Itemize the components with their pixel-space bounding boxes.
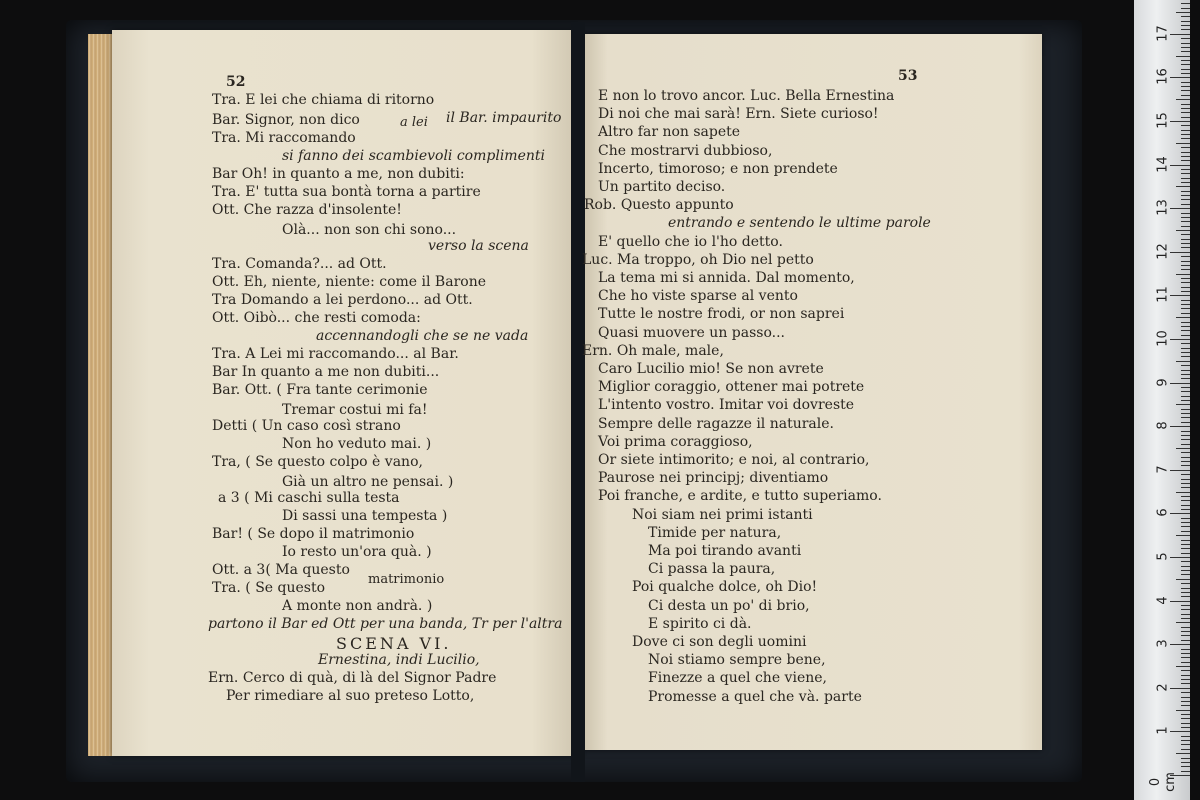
ruler-tick: [1181, 766, 1190, 767]
right-text-line: Finezze a quel che viene,: [648, 670, 827, 687]
ruler-tick: [1181, 762, 1190, 763]
right-text-line: Ci passa la paura,: [648, 561, 776, 578]
left-text-line: Bar. Signor, non dico: [212, 112, 360, 128]
ruler-label: 0 cm: [1148, 772, 1178, 792]
right-text-line: Voi prima coraggioso,: [598, 433, 753, 450]
ruler-tick: [1181, 496, 1190, 497]
ruler-tick: [1176, 230, 1190, 231]
ruler-tick: [1181, 553, 1190, 554]
ruler-tick: [1181, 391, 1190, 392]
ruler-tick: [1181, 365, 1190, 366]
aside-impaurito: il Bar. impaurito: [446, 110, 562, 126]
ruler-tick: [1181, 522, 1190, 523]
ruler-tick: [1181, 544, 1190, 545]
ruler-tick: [1181, 653, 1190, 654]
ruler-tick: [1181, 147, 1190, 148]
left-text-line: si fanno dei scambievoli complimenti: [282, 148, 545, 164]
ruler-tick: [1181, 649, 1190, 650]
ruler-tick: [1181, 291, 1190, 292]
ruler-label: 5: [1155, 552, 1171, 561]
ruler-tick: [1181, 374, 1190, 375]
ruler-tick: [1181, 526, 1190, 527]
ruler-tick: [1181, 583, 1190, 584]
ruler-tick: [1170, 208, 1190, 209]
right-text-line: Altro far non sapete: [598, 124, 741, 141]
ruler-tick: [1181, 561, 1190, 562]
ruler-tick: [1181, 308, 1190, 309]
ruler-tick: [1181, 82, 1190, 83]
ruler-tick: [1181, 90, 1190, 91]
ruler-tick: [1170, 77, 1190, 78]
ruler-tick: [1181, 169, 1190, 170]
right-text-line: Che ho viste sparse al vento: [598, 288, 798, 305]
ruler-tick: [1176, 579, 1190, 580]
ruler-tick: [1176, 12, 1190, 13]
ruler-tick: [1181, 683, 1190, 684]
ruler-tick: [1176, 753, 1190, 754]
ruler-tick: [1181, 417, 1190, 418]
ruler-tick: [1176, 666, 1190, 667]
ruler-tick: [1181, 370, 1190, 371]
ruler-tick: [1181, 487, 1190, 488]
right-text-line: Incerto, timoroso; e non prendete: [598, 160, 838, 177]
ruler-tick: [1181, 400, 1190, 401]
ruler-label: 13: [1155, 199, 1171, 216]
ruler-tick: [1181, 247, 1190, 248]
ruler-tick: [1181, 160, 1190, 161]
ruler-tick: [1181, 574, 1190, 575]
ruler-tick: [1181, 221, 1190, 222]
right-text-line: Ci desta un po' di brio,: [648, 597, 810, 614]
ruler-tick: [1181, 740, 1190, 741]
ruler-tick: [1170, 731, 1190, 732]
right-text-line: Poi franche, e ardite, e tutto superiamo.: [598, 488, 882, 505]
ruler-tick: [1181, 736, 1190, 737]
right-text-line: Tutte le nostre frodi, or non saprei: [598, 306, 845, 323]
ruler-label: 2: [1155, 683, 1171, 692]
ruler-label: 1: [1155, 726, 1171, 736]
left-text-line: Tra. ( Se questo: [212, 580, 326, 596]
ruler-tick: [1181, 540, 1190, 541]
right-text-line: Noi stiamo sempre bene,: [648, 652, 826, 669]
ruler-tick: [1170, 252, 1190, 253]
ruler-tick: [1181, 387, 1190, 388]
left-text-line: Olà... non son chi sono...: [282, 222, 457, 238]
ruler-tick: [1181, 108, 1190, 109]
ruler-tick: [1181, 670, 1190, 671]
left-text-line: Ott. Che razza d'insolente!: [212, 202, 402, 218]
ruler-tick: [1181, 483, 1190, 484]
ruler-tick: [1181, 313, 1190, 314]
ruler-tick: [1181, 435, 1190, 436]
ruler-tick: [1181, 21, 1190, 22]
ruler-label: 14: [1155, 155, 1171, 173]
ruler-tick: [1181, 234, 1190, 235]
ruler-tick: [1181, 3, 1190, 4]
left-text-line: Ernestina, indi Lucilio,: [318, 652, 480, 668]
ruler-tick: [1181, 43, 1190, 44]
ruler-tick: [1181, 679, 1190, 680]
ruler-tick: [1181, 95, 1190, 96]
right-text-line: Ma poi tirando avanti: [648, 543, 802, 559]
ruler-tick: [1181, 609, 1190, 610]
ruler-tick: [1181, 697, 1190, 698]
right-text-line: Poi qualche dolce, oh Dio!: [632, 579, 818, 596]
ruler-tick: [1181, 29, 1190, 30]
right-text-line: Rob. Questo appunto: [584, 197, 734, 214]
ruler-tick: [1181, 444, 1190, 445]
ruler-tick: [1181, 718, 1190, 719]
ruler-tick: [1176, 492, 1190, 493]
ruler-tick: [1181, 570, 1190, 571]
left-text-line: partono il Bar ed Ott per una banda, Tr per l'altra: [208, 616, 563, 632]
ruler-tick: [1181, 282, 1190, 283]
ruler-tick: [1181, 213, 1190, 214]
ruler-tick: [1181, 692, 1190, 693]
ruler-tick: [1181, 474, 1190, 475]
ruler-tick: [1170, 644, 1190, 645]
left-text-line: A monte non andrà. ): [282, 598, 433, 614]
ruler-tick: [1176, 448, 1190, 449]
ruler-label: 15: [1155, 112, 1171, 129]
ruler-tick: [1181, 505, 1190, 506]
ruler-tick: [1170, 295, 1190, 296]
ruler-tick: [1181, 378, 1190, 379]
ruler-tick: [1176, 710, 1190, 711]
ruler-tick: [1181, 73, 1190, 74]
ruler-tick: [1181, 758, 1190, 759]
right-text-line: Promesse a quel che và. parte: [648, 688, 862, 705]
ruler-tick: [1181, 86, 1190, 87]
ruler-tick: [1181, 304, 1190, 305]
right-text-line: Luc. Ma troppo, oh Dio nel petto: [582, 251, 814, 268]
ruler-tick: [1181, 25, 1190, 26]
left-text-line: Già un altro ne pensai. ): [282, 474, 454, 490]
ruler-tick: [1181, 300, 1190, 301]
ruler-label: 6: [1155, 508, 1171, 518]
right-text-line: Quasi muovere un passo...: [598, 324, 785, 341]
ruler-tick: [1181, 243, 1190, 244]
right-text-line: L'intento vostro. Imitar voi dovreste: [598, 397, 855, 414]
ruler-tick: [1181, 112, 1190, 113]
ruler-tick: [1181, 422, 1190, 423]
ruler-tick: [1181, 8, 1190, 9]
ruler-tick: [1176, 361, 1190, 362]
right-text-line: Noi siam nei primi istanti: [632, 506, 813, 523]
ruler-tick: [1181, 261, 1190, 262]
ruler-tick: [1181, 714, 1190, 715]
ruler-tick: [1181, 500, 1190, 501]
ruler-tick: [1181, 627, 1190, 628]
ruler-tick: [1181, 771, 1190, 772]
ruler-tick: [1181, 117, 1190, 118]
ruler-label: 4: [1155, 595, 1171, 605]
left-text-line: Non ho veduto mai. ): [282, 436, 432, 452]
ruler-tick: [1181, 439, 1190, 440]
ruler-tick: [1170, 165, 1190, 166]
right-text-line: Che mostrarvi dubbioso,: [598, 142, 773, 159]
ruler-tick: [1181, 431, 1190, 432]
book-gutter: [571, 22, 585, 782]
ruler-label: 8: [1155, 421, 1171, 430]
left-text-line: Tra, ( Se questo colpo è vano,: [212, 454, 423, 470]
left-text-line: Di sassi una tempesta ): [282, 508, 448, 524]
ruler-tick: [1181, 330, 1190, 331]
left-text-line: Tra. Comanda?... ad Ott.: [212, 256, 387, 272]
ruler-tick: [1181, 326, 1190, 327]
ruler-tick: [1181, 548, 1190, 549]
left-text-line: Tra. E lei che chiama di ritorno: [212, 92, 435, 108]
left-text-line: Tra. A Lei mi raccomando... al Bar.: [212, 346, 459, 362]
ruler-label: 12: [1155, 243, 1171, 260]
ruler-tick: [1181, 413, 1190, 414]
left-text-line: Tra. E' tutta sua bontà torna a partire: [212, 184, 481, 200]
ruler-tick: [1181, 662, 1190, 663]
left-text-line: Ott. Eh, niente, niente: come il Barone: [212, 274, 486, 290]
ruler-tick: [1181, 396, 1190, 397]
ruler-tick: [1170, 513, 1190, 514]
ruler-tick: [1181, 465, 1190, 466]
right-text-line: Miglior coraggio, ottener mai potrete: [598, 379, 865, 396]
right-text-line: Timide per natura,: [648, 524, 782, 541]
ruler-tick: [1181, 479, 1190, 480]
ruler-tick: [1181, 635, 1190, 636]
left-text-line: a 3 ( Mi caschi sulla testa: [218, 490, 400, 506]
ruler-tick: [1181, 217, 1190, 218]
ruler-tick: [1181, 343, 1190, 344]
ruler-tick: [1181, 744, 1190, 745]
ruler-tick: [1181, 38, 1190, 39]
ruler-tick: [1181, 278, 1190, 279]
ruler-tick: [1176, 56, 1190, 57]
ruler-tick: [1181, 191, 1190, 192]
ruler-tick: [1181, 588, 1190, 589]
ruler-tick: [1181, 614, 1190, 615]
ruler-tick: [1181, 51, 1190, 52]
left-text-line: Bar Oh! in quanto a me, non dubiti:: [212, 166, 465, 182]
ruler-tick: [1176, 535, 1190, 536]
ruler-tick: [1181, 16, 1190, 17]
right-text-line: Or siete intimorito; e noi, al contrario,: [598, 452, 870, 468]
left-text-line: Per rimediare al suo preteso Lotto,: [226, 688, 475, 704]
ruler-tick: [1181, 199, 1190, 200]
page-number-right: 53: [898, 68, 918, 84]
ruler-tick: [1181, 518, 1190, 519]
ruler-tick: [1170, 383, 1190, 384]
left-text-line: Tra Domando a lei perdono... ad Ott.: [212, 292, 473, 308]
page-number-left: 52: [226, 74, 246, 90]
ruler-tick: [1181, 178, 1190, 179]
ruler-tick: [1181, 452, 1190, 453]
ruler-tick: [1181, 348, 1190, 349]
ruler-tick: [1181, 592, 1190, 593]
right-text-line: E spirito ci dà.: [648, 615, 752, 632]
right-text-line: Sempre delle ragazze il naturale.: [598, 415, 834, 432]
ruler-tick: [1181, 47, 1190, 48]
ruler-tick: [1181, 749, 1190, 750]
left-text-line: Tremar costui mi fa!: [282, 402, 428, 418]
ruler-tick: [1181, 727, 1190, 728]
right-text-line: Ern. Oh male, male,: [582, 342, 724, 359]
left-text-line: Bar! ( Se dopo il matrimonio: [212, 526, 415, 542]
left-text-line: Bar. Ott. ( Fra tante cerimonie: [212, 382, 428, 398]
ruler-tick: [1181, 409, 1190, 410]
ruler-tick: [1181, 335, 1190, 336]
left-text-line: verso la scena: [428, 238, 529, 254]
ruler-tick: [1176, 99, 1190, 100]
left-text-line: Ott. a 3( Ma questo: [212, 562, 350, 578]
ruler-label: 17: [1155, 25, 1171, 42]
ruler-tick: [1181, 618, 1190, 619]
ruler-tick: [1170, 426, 1190, 427]
ruler-tick: [1181, 531, 1190, 532]
ruler-tick: [1181, 596, 1190, 597]
ruler-tick: [1181, 356, 1190, 357]
ruler-tick: [1181, 152, 1190, 153]
ruler-tick: [1170, 470, 1190, 471]
ruler-tick: [1181, 461, 1190, 462]
ruler-tick: [1181, 657, 1190, 658]
ruler-tick: [1181, 104, 1190, 105]
right-text-line: Paurose nei principj; diventiamo: [598, 470, 829, 487]
ruler-tick: [1176, 317, 1190, 318]
right-text-line: E non lo trovo ancor. Luc. Bella Ernestina: [598, 88, 895, 104]
ruler-label: 9: [1155, 377, 1171, 387]
left-text-line: Ern. Cerco di quà, di là del Signor Padre: [208, 670, 497, 686]
ruler-tick: [1170, 121, 1190, 122]
ruler-tick: [1181, 322, 1190, 323]
ruler-tick: [1181, 701, 1190, 702]
right-text-line: Caro Lucilio mio! Se non avrete: [598, 361, 824, 377]
left-text-line: Tra. Mi raccomando: [212, 130, 356, 146]
ruler-tick: [1181, 156, 1190, 157]
ruler-label: 10: [1155, 330, 1171, 347]
ruler-tick: [1181, 631, 1190, 632]
ruler-tick: [1181, 173, 1190, 174]
ruler-tick: [1181, 723, 1190, 724]
right-text-line: E' quello che io l'ho detto.: [598, 233, 783, 250]
right-text-line: entrando e sentendo le ultime parole: [668, 215, 931, 232]
ruler-tick: [1181, 269, 1190, 270]
ruler-tick: [1170, 339, 1190, 340]
right-text-line: La tema mi si annida. Dal momento,: [598, 270, 855, 286]
right-text-line: Dove ci son degli uomini: [632, 634, 807, 650]
ruler-tick: [1176, 622, 1190, 623]
ruler-label: 7: [1155, 465, 1171, 474]
ruler-tick: [1181, 675, 1190, 676]
ruler-tick: [1181, 239, 1190, 240]
ruler-tick: [1170, 557, 1190, 558]
ruler-tick: [1181, 265, 1190, 266]
aside-a-lei: a lei: [400, 115, 428, 130]
ruler-tick: [1176, 143, 1190, 144]
ruler-tick: [1181, 705, 1190, 706]
ruler-label: 16: [1155, 68, 1171, 86]
ruler-tick: [1181, 226, 1190, 227]
left-text-line: Ott. Oibò... che resti comoda:: [212, 310, 421, 326]
aside-matrimonio: matrimonio: [368, 572, 445, 587]
ruler-tick: [1170, 34, 1190, 35]
ruler-tick: [1181, 204, 1190, 205]
ruler-tick: [1181, 138, 1190, 139]
ruler-tick: [1170, 688, 1190, 689]
ruler-tick: [1181, 287, 1190, 288]
left-text-line: SCENA VI.: [336, 634, 452, 653]
ruler-tick: [1176, 404, 1190, 405]
ruler-tick: [1181, 60, 1190, 61]
left-text-line: accennandogli che se ne vada: [316, 328, 529, 344]
ruler-tick: [1181, 566, 1190, 567]
ruler-tick: [1181, 195, 1190, 196]
ruler-tick: [1181, 640, 1190, 641]
ruler-tick: [1170, 601, 1190, 602]
left-text-line: Io resto un'ora quà. ): [282, 544, 432, 560]
right-text-line: Di noi che mai sarà! Ern. Siete curioso!: [598, 106, 879, 123]
ruler-tick: [1181, 69, 1190, 70]
ruler-tick: [1181, 352, 1190, 353]
ruler-tick: [1181, 182, 1190, 183]
ruler-label: 11: [1155, 286, 1171, 304]
left-text-line: Bar In quanto a me non dubiti...: [212, 364, 440, 380]
ruler-tick: [1181, 457, 1190, 458]
ruler-tick: [1176, 274, 1190, 275]
left-text-line: Detti ( Un caso così strano: [212, 418, 401, 434]
ruler-label: 3: [1155, 639, 1171, 648]
ruler-tick: [1181, 256, 1190, 257]
ruler-tick: [1181, 509, 1190, 510]
right-text-line: Un partito deciso.: [598, 179, 726, 195]
ruler-tick: [1181, 64, 1190, 65]
ruler-tick: [1181, 134, 1190, 135]
ruler-tick: [1181, 125, 1190, 126]
ruler-tick: [1176, 186, 1190, 187]
ruler-tick: [1181, 605, 1190, 606]
ruler-tick: [1181, 130, 1190, 131]
